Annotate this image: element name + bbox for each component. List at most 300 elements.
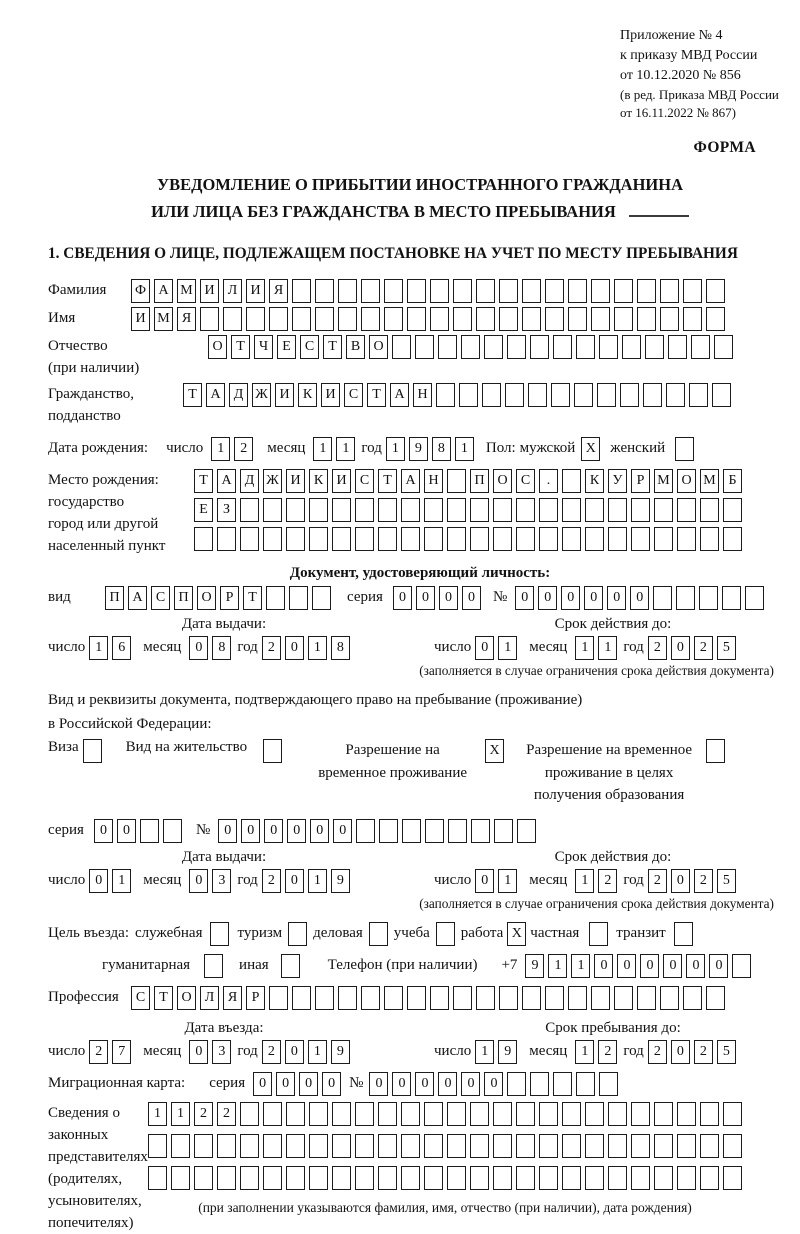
cell[interactable]: А <box>390 383 409 407</box>
cell[interactable] <box>378 1134 397 1158</box>
cell[interactable] <box>447 1102 466 1126</box>
cell[interactable] <box>643 383 662 407</box>
cell[interactable]: Т <box>378 469 397 493</box>
phone-boxes[interactable] <box>525 954 751 978</box>
cell[interactable] <box>545 307 564 331</box>
firstname-boxes[interactable] <box>131 307 725 331</box>
cell[interactable]: И <box>275 383 294 407</box>
cell[interactable]: 3 <box>212 869 231 893</box>
cell[interactable]: З <box>217 498 236 522</box>
residence-series-boxes[interactable] <box>94 819 182 843</box>
cell[interactable] <box>338 279 357 303</box>
cell[interactable] <box>83 739 102 763</box>
cell[interactable]: 2 <box>217 1102 236 1126</box>
cell[interactable] <box>614 279 633 303</box>
cell[interactable]: 8 <box>432 437 451 461</box>
cell[interactable] <box>148 1166 167 1190</box>
cell[interactable] <box>576 1072 595 1096</box>
cell[interactable] <box>522 279 541 303</box>
cell[interactable]: 0 <box>253 1072 272 1096</box>
identity-valid-year[interactable] <box>648 636 736 660</box>
cell[interactable] <box>263 739 282 763</box>
cell[interactable]: Н <box>424 469 443 493</box>
identity-valid-day[interactable] <box>475 636 517 660</box>
cell[interactable]: Е <box>277 335 296 359</box>
cell[interactable]: 1 <box>308 869 327 893</box>
cell[interactable] <box>585 527 604 551</box>
birthplace-row-3[interactable] <box>194 527 742 551</box>
cell[interactable] <box>401 498 420 522</box>
cell[interactable]: 0 <box>671 636 690 660</box>
cell[interactable]: 5 <box>717 636 736 660</box>
cell[interactable]: Е <box>194 498 213 522</box>
cell[interactable]: 0 <box>671 1040 690 1064</box>
cell[interactable]: Ж <box>252 383 271 407</box>
cell[interactable] <box>263 527 282 551</box>
temp-residence-education-checkbox[interactable] <box>706 739 725 763</box>
representatives-row-3[interactable] <box>148 1166 742 1190</box>
cell[interactable] <box>263 1166 282 1190</box>
cell[interactable] <box>493 527 512 551</box>
cell[interactable] <box>562 527 581 551</box>
cell[interactable] <box>539 1166 558 1190</box>
cell[interactable] <box>568 986 587 1010</box>
cell[interactable] <box>677 1102 696 1126</box>
cell[interactable] <box>706 986 725 1010</box>
cell[interactable]: Я <box>269 279 288 303</box>
cell[interactable]: Р <box>631 469 650 493</box>
cell[interactable] <box>493 1102 512 1126</box>
cell[interactable]: 0 <box>264 819 283 843</box>
cell[interactable]: 2 <box>694 1040 713 1064</box>
cell[interactable] <box>493 1134 512 1158</box>
cell[interactable] <box>589 922 608 946</box>
cell[interactable] <box>608 498 627 522</box>
cell[interactable]: П <box>105 586 124 610</box>
cell[interactable]: 0 <box>439 586 458 610</box>
cell[interactable] <box>677 1134 696 1158</box>
cell[interactable]: С <box>355 469 374 493</box>
cell[interactable] <box>424 1134 443 1158</box>
cell[interactable] <box>401 527 420 551</box>
cell[interactable]: О <box>369 335 388 359</box>
cell[interactable]: У <box>608 469 627 493</box>
cell[interactable]: А <box>206 383 225 407</box>
cell[interactable]: 0 <box>630 586 649 610</box>
cell[interactable]: Т <box>194 469 213 493</box>
cell[interactable]: 0 <box>393 586 412 610</box>
cell[interactable] <box>591 279 610 303</box>
cell[interactable]: К <box>585 469 604 493</box>
cell[interactable] <box>378 498 397 522</box>
cell[interactable]: С <box>344 383 363 407</box>
visa-checkbox[interactable] <box>83 739 102 763</box>
cell[interactable] <box>194 1166 213 1190</box>
cell[interactable] <box>424 527 443 551</box>
cell[interactable]: Д <box>229 383 248 407</box>
cell[interactable]: 9 <box>525 954 544 978</box>
cell[interactable] <box>691 335 710 359</box>
cell[interactable] <box>585 1134 604 1158</box>
cell[interactable] <box>668 335 687 359</box>
cell[interactable]: 0 <box>322 1072 341 1096</box>
cell[interactable]: К <box>309 469 328 493</box>
cell[interactable] <box>470 1102 489 1126</box>
cell[interactable] <box>585 1166 604 1190</box>
cell[interactable]: М <box>700 469 719 493</box>
cell[interactable] <box>745 586 764 610</box>
cell[interactable]: 0 <box>218 819 237 843</box>
cell[interactable] <box>424 1102 443 1126</box>
cell[interactable] <box>288 922 307 946</box>
stay-year[interactable] <box>648 1040 736 1064</box>
cell[interactable] <box>378 1102 397 1126</box>
cell[interactable]: Ж <box>263 469 282 493</box>
cell[interactable] <box>355 1166 374 1190</box>
cell[interactable]: 0 <box>709 954 728 978</box>
cell[interactable] <box>407 307 426 331</box>
stay-day[interactable] <box>475 1040 517 1064</box>
cell[interactable] <box>530 335 549 359</box>
cell[interactable] <box>425 819 444 843</box>
cell[interactable] <box>706 279 725 303</box>
cell[interactable] <box>171 1134 190 1158</box>
cell[interactable]: П <box>174 586 193 610</box>
cell[interactable] <box>516 498 535 522</box>
cell[interactable] <box>660 279 679 303</box>
cell[interactable]: 0 <box>310 819 329 843</box>
cell[interactable]: 0 <box>671 869 690 893</box>
cell[interactable]: Б <box>723 469 742 493</box>
cell[interactable]: И <box>332 469 351 493</box>
cell[interactable]: 0 <box>285 869 304 893</box>
cell[interactable]: Т <box>231 335 250 359</box>
cell[interactable]: Н <box>413 383 432 407</box>
cell[interactable]: 1 <box>211 437 230 461</box>
gender-male-checkbox[interactable] <box>581 437 600 461</box>
residence-permit-checkbox[interactable] <box>263 739 282 763</box>
cell[interactable] <box>631 498 650 522</box>
cell[interactable]: 0 <box>538 586 557 610</box>
cell[interactable]: Л <box>200 986 219 1010</box>
cell[interactable]: 8 <box>331 636 350 660</box>
cell[interactable] <box>562 469 581 493</box>
cell[interactable]: 2 <box>598 869 617 893</box>
cell[interactable] <box>608 1166 627 1190</box>
cell[interactable] <box>240 498 259 522</box>
birth-day-boxes[interactable] <box>211 437 253 461</box>
cell[interactable] <box>516 1134 535 1158</box>
cell[interactable] <box>597 383 616 407</box>
cell[interactable] <box>200 307 219 331</box>
cell[interactable] <box>699 586 718 610</box>
cell[interactable] <box>660 986 679 1010</box>
cell[interactable] <box>674 922 693 946</box>
cell[interactable] <box>620 383 639 407</box>
cell[interactable] <box>470 1166 489 1190</box>
cell[interactable] <box>507 335 526 359</box>
cell[interactable]: 0 <box>686 954 705 978</box>
cell[interactable] <box>240 1134 259 1158</box>
cell[interactable]: 1 <box>498 869 517 893</box>
cell[interactable] <box>732 954 751 978</box>
cell[interactable]: 0 <box>416 586 435 610</box>
cell[interactable]: М <box>154 307 173 331</box>
cell[interactable] <box>471 819 490 843</box>
cell[interactable]: 0 <box>617 954 636 978</box>
cell[interactable] <box>217 1166 236 1190</box>
cell[interactable] <box>576 335 595 359</box>
cell[interactable]: 0 <box>561 586 580 610</box>
cell[interactable]: К <box>298 383 317 407</box>
cell[interactable]: 2 <box>262 636 281 660</box>
cell[interactable] <box>163 819 182 843</box>
cell[interactable]: А <box>401 469 420 493</box>
cell[interactable]: 0 <box>515 586 534 610</box>
cell[interactable] <box>689 383 708 407</box>
birth-month-boxes[interactable] <box>313 437 355 461</box>
cell[interactable] <box>499 986 518 1010</box>
cell[interactable] <box>309 498 328 522</box>
cell[interactable] <box>700 527 719 551</box>
cell[interactable]: С <box>300 335 319 359</box>
cell[interactable] <box>378 1166 397 1190</box>
cell[interactable] <box>677 498 696 522</box>
cell[interactable] <box>384 986 403 1010</box>
cell[interactable] <box>223 307 242 331</box>
cell[interactable] <box>530 1072 549 1096</box>
cell[interactable] <box>286 498 305 522</box>
cell[interactable] <box>637 279 656 303</box>
cell[interactable] <box>631 1134 650 1158</box>
cell[interactable]: 5 <box>717 1040 736 1064</box>
cell[interactable]: 1 <box>308 636 327 660</box>
cell[interactable] <box>654 1102 673 1126</box>
cell[interactable] <box>379 819 398 843</box>
cell[interactable]: 1 <box>575 869 594 893</box>
cell[interactable] <box>401 1102 420 1126</box>
representatives-row-1[interactable] <box>148 1102 742 1126</box>
residence-valid-year[interactable] <box>648 869 736 893</box>
cell[interactable]: X <box>485 739 504 763</box>
cell[interactable] <box>356 819 375 843</box>
cell[interactable] <box>447 1134 466 1158</box>
cell[interactable] <box>286 1166 305 1190</box>
cell[interactable]: 2 <box>694 869 713 893</box>
cell[interactable] <box>292 986 311 1010</box>
cell[interactable]: 0 <box>189 869 208 893</box>
cell[interactable] <box>568 307 587 331</box>
cell[interactable] <box>355 527 374 551</box>
cell[interactable] <box>148 1134 167 1158</box>
surname-boxes[interactable] <box>131 279 725 303</box>
cell[interactable] <box>494 819 513 843</box>
cell[interactable] <box>528 383 547 407</box>
cell[interactable] <box>493 498 512 522</box>
cell[interactable]: 1 <box>498 636 517 660</box>
cell[interactable] <box>654 1166 673 1190</box>
residence-issue-month[interactable] <box>189 869 231 893</box>
cell[interactable] <box>591 986 610 1010</box>
cell[interactable]: 0 <box>285 636 304 660</box>
cell[interactable] <box>637 986 656 1010</box>
cell[interactable]: А <box>217 469 236 493</box>
gender-female-checkbox[interactable] <box>675 437 694 461</box>
cell[interactable] <box>415 335 434 359</box>
cell[interactable] <box>315 279 334 303</box>
cell[interactable]: 5 <box>717 869 736 893</box>
cell[interactable] <box>332 527 351 551</box>
cell[interactable]: А <box>128 586 147 610</box>
cell[interactable] <box>447 498 466 522</box>
birthplace-row-1[interactable] <box>194 469 742 493</box>
cell[interactable]: 1 <box>148 1102 167 1126</box>
cell[interactable] <box>482 383 501 407</box>
cell[interactable] <box>614 307 633 331</box>
cell[interactable]: 1 <box>89 636 108 660</box>
cell[interactable] <box>281 954 300 978</box>
cell[interactable] <box>407 986 426 1010</box>
cell[interactable]: О <box>493 469 512 493</box>
cell[interactable]: 2 <box>648 636 667 660</box>
cell[interactable] <box>461 335 480 359</box>
cell[interactable] <box>631 527 650 551</box>
cell[interactable]: 0 <box>663 954 682 978</box>
cell[interactable] <box>369 922 388 946</box>
cell[interactable] <box>499 307 518 331</box>
purpose-tourism-checkbox[interactable] <box>288 922 307 946</box>
residence-valid-day[interactable] <box>475 869 517 893</box>
cell[interactable] <box>292 307 311 331</box>
doc-kind-boxes[interactable] <box>105 586 331 610</box>
cell[interactable] <box>712 383 731 407</box>
cell[interactable]: 2 <box>598 1040 617 1064</box>
cell[interactable] <box>401 1134 420 1158</box>
cell[interactable] <box>660 307 679 331</box>
cell[interactable] <box>539 498 558 522</box>
cell[interactable]: С <box>131 986 150 1010</box>
cell[interactable]: 8 <box>212 636 231 660</box>
cell[interactable] <box>493 1166 512 1190</box>
cell[interactable] <box>517 819 536 843</box>
cell[interactable]: 0 <box>415 1072 434 1096</box>
cell[interactable]: 0 <box>333 819 352 843</box>
entry-day[interactable] <box>89 1040 131 1064</box>
cell[interactable]: 2 <box>262 869 281 893</box>
cell[interactable]: Ф <box>131 279 150 303</box>
cell[interactable]: 0 <box>285 1040 304 1064</box>
cell[interactable] <box>355 498 374 522</box>
cell[interactable]: П <box>470 469 489 493</box>
cell[interactable] <box>470 498 489 522</box>
cell[interactable]: X <box>507 922 526 946</box>
cell[interactable] <box>507 1072 526 1096</box>
cell[interactable] <box>286 527 305 551</box>
cell[interactable]: 2 <box>89 1040 108 1064</box>
residence-valid-month[interactable] <box>575 869 617 893</box>
identity-valid-month[interactable] <box>575 636 617 660</box>
cell[interactable]: 0 <box>189 636 208 660</box>
cell[interactable]: 0 <box>640 954 659 978</box>
cell[interactable] <box>723 498 742 522</box>
cell[interactable]: 2 <box>262 1040 281 1064</box>
cell[interactable] <box>516 527 535 551</box>
cell[interactable] <box>714 335 733 359</box>
cell[interactable] <box>505 383 524 407</box>
cell[interactable]: 9 <box>331 869 350 893</box>
cell[interactable]: 2 <box>648 869 667 893</box>
cell[interactable]: 2 <box>234 437 253 461</box>
cell[interactable] <box>378 527 397 551</box>
cell[interactable] <box>332 1102 351 1126</box>
cell[interactable] <box>286 1102 305 1126</box>
cell[interactable] <box>723 1166 742 1190</box>
cell[interactable]: 1 <box>475 1040 494 1064</box>
cell[interactable] <box>499 279 518 303</box>
cell[interactable]: 0 <box>117 819 136 843</box>
cell[interactable]: М <box>177 279 196 303</box>
cell[interactable] <box>269 307 288 331</box>
birth-year-boxes[interactable] <box>386 437 474 461</box>
cell[interactable] <box>453 307 472 331</box>
cell[interactable] <box>436 922 455 946</box>
cell[interactable] <box>384 279 403 303</box>
cell[interactable] <box>286 1134 305 1158</box>
cell[interactable]: Я <box>177 307 196 331</box>
cell[interactable] <box>683 279 702 303</box>
cell[interactable]: 0 <box>189 1040 208 1064</box>
cell[interactable] <box>447 469 466 493</box>
cell[interactable]: 0 <box>462 586 481 610</box>
cell[interactable]: Р <box>246 986 265 1010</box>
cell[interactable]: 0 <box>89 869 108 893</box>
cell[interactable] <box>246 307 265 331</box>
cell[interactable]: О <box>197 586 216 610</box>
cell[interactable] <box>355 1134 374 1158</box>
cell[interactable] <box>683 307 702 331</box>
cell[interactable] <box>447 1166 466 1190</box>
cell[interactable]: 9 <box>331 1040 350 1064</box>
cell[interactable] <box>599 335 618 359</box>
cell[interactable]: 0 <box>299 1072 318 1096</box>
cell[interactable]: 0 <box>607 586 626 610</box>
profession-boxes[interactable] <box>131 986 725 1010</box>
cell[interactable]: О <box>208 335 227 359</box>
entry-month[interactable] <box>189 1040 231 1064</box>
cell[interactable]: 0 <box>594 954 613 978</box>
migration-number-boxes[interactable] <box>369 1072 618 1096</box>
cell[interactable] <box>309 1134 328 1158</box>
cell[interactable] <box>522 986 541 1010</box>
cell[interactable]: О <box>677 469 696 493</box>
representatives-row-2[interactable] <box>148 1134 742 1158</box>
cell[interactable]: 1 <box>112 869 131 893</box>
stay-month[interactable] <box>575 1040 617 1064</box>
cell[interactable] <box>402 819 421 843</box>
cell[interactable] <box>332 1166 351 1190</box>
cell[interactable] <box>666 383 685 407</box>
cell[interactable] <box>700 1166 719 1190</box>
cell[interactable]: Ч <box>254 335 273 359</box>
cell[interactable]: 1 <box>571 954 590 978</box>
patronymic-boxes[interactable] <box>208 335 733 359</box>
purpose-work-checkbox[interactable] <box>507 922 526 946</box>
cell[interactable] <box>614 986 633 1010</box>
cell[interactable] <box>309 1102 328 1126</box>
cell[interactable] <box>654 527 673 551</box>
cell[interactable]: 0 <box>438 1072 457 1096</box>
cell[interactable] <box>545 986 564 1010</box>
